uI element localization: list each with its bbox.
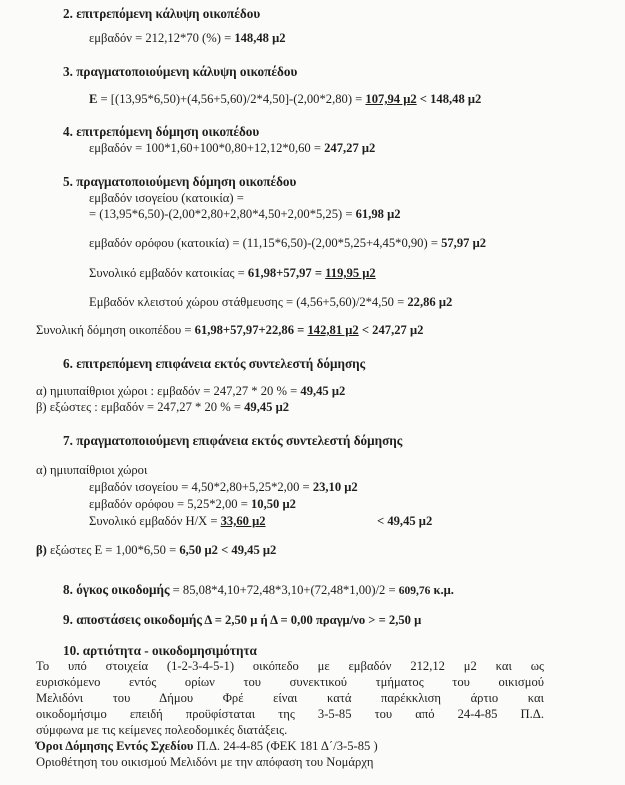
section-7-total-label: Συνολικό εμβαδόν Η/Χ = <box>89 514 221 528</box>
section-7-ground-line <box>89 480 358 496</box>
section-7-floor-formula: εμβαδόν ορόφου = 5,25*2,00 = <box>89 497 251 511</box>
section-8-result: 609,76 <box>398 585 431 597</box>
section-5-total-residence-formula: 61,98+57,97 = <box>247 266 326 280</box>
section-5-ground-line <box>89 207 401 223</box>
section-9-heading: 9. αποστάσεις οικοδομής <box>63 612 202 627</box>
section-8-formula: = 85,08*4,10+72,48*3,10+(72,48*1,00)/2 = <box>169 583 399 597</box>
section-4-formula-line <box>89 141 375 157</box>
section-5-ground-label: εμβαδόν ισογείου (κατοικία) = <box>89 191 244 205</box>
section-5-total-building-result: 142,81 μ2 <box>307 323 359 337</box>
section-5-total-residence-line <box>89 266 376 282</box>
section-10-paragraph-line-5: σύμφωνα με τις κείμενες πολεοδομικές διατάξεις. <box>36 723 288 737</box>
section-6-a-line <box>36 384 345 400</box>
section-10-terms-label: Όροι Δόμησης Εντός Σχεδίου <box>36 739 194 753</box>
section-5-ground-result: 61,98 μ2 <box>355 207 401 221</box>
section-5-total-building-formula: 61,98+57,97+22,86 = <box>194 323 308 337</box>
section-3-comparison: < 148,48 μ2 <box>416 92 482 106</box>
section-10-paragraph-line-2: ευρισκόμενο εντός ορίων του συνεκτικού τμήματος του οικισμού <box>36 675 544 689</box>
section-10-heading: 10. αρτιότητα - οικοδομησιμότητα <box>63 643 257 658</box>
section-7-b-comparison: < 49,45 μ2 <box>217 543 277 557</box>
section-5-parking-line <box>89 295 452 311</box>
section-2-formula-line <box>89 31 286 47</box>
section-2-formula: εμβαδόν = 212,12*70 (%) = <box>89 31 235 45</box>
section-3-result: 107,94 μ2 <box>365 92 417 106</box>
section-3-heading: 3. πραγματοποιούμενη κάλυψη οικοπέδου <box>63 64 298 79</box>
section-6-a-result: 49,45 μ2 <box>300 384 346 398</box>
section-7-total-comparison: < 49,45 μ2 <box>377 514 433 528</box>
section-7-b-text: εξώστες Ε = 1,00*6,50 = <box>46 543 180 557</box>
section-10-paragraph-line-1: Το υπό στοιχεία (1-2-3-4-5-1) οικόπεδο με εμβαδόν 212,12 μ2 και ως <box>36 659 544 673</box>
section-9-line <box>63 612 421 629</box>
section-5-floor-formula: εμβαδόν ορόφου (κατοικία) = (11,15*6,50)-(2,00*5,25+4,45*0,90) = <box>89 236 442 250</box>
section-6-b-result: 49,45 μ2 <box>244 400 290 414</box>
section-7-a-label: α) ημιυπαίθριοι χώροι <box>36 463 148 477</box>
section-6-b-line <box>36 400 289 416</box>
section-7-total-line <box>89 514 266 530</box>
section-5-total-residence-label: Συνολικό εμβαδόν κατοικίας = <box>89 266 248 280</box>
section-7-floor-result: 10,50 μ2 <box>250 497 296 511</box>
section-7-b-label: β) <box>36 543 47 557</box>
section-5-ground-formula: = (13,95*6,50)-(2,00*2,80+2,80*4,50+2,00*5,25) = <box>89 207 356 221</box>
section-2-heading: 2. επιτρεπόμενη κάλυψη οικοπέδου <box>63 6 261 21</box>
section-3-label: E <box>89 92 98 106</box>
section-5-total-building-line <box>36 323 423 339</box>
section-5-floor-result: 57,97 μ2 <box>441 236 486 250</box>
section-5-total-building-label: Συνολική δόμηση οικοπέδου = <box>36 323 195 337</box>
section-5-heading: 5. πραγματοποιούμενη δόμηση οικοπέδου <box>63 174 297 189</box>
section-5-parking-label: Εμβαδόν κλειστού χώρου στάθμευσης = (4,56+5,60)/2*4,50 = <box>89 295 408 309</box>
section-6-b-text: β) εξώστες : εμβαδόν = 247,27 * 20 % = <box>36 400 245 414</box>
section-7-floor-line <box>89 497 296 513</box>
section-5-parking-result: 22,86 μ2 <box>407 295 453 309</box>
section-4-formula: εμβαδόν = 100*1,60+100*0,80+12,12*0,60 = <box>89 141 325 155</box>
section-10-terms-text: Π.Δ. 24-4-85 (ΦΕΚ 181 Δ΄/3-5-85 ) <box>193 739 378 753</box>
section-8-line <box>63 582 454 599</box>
section-10-paragraph-line-6: Οριοθέτηση του οικισμού Μελιδόνι με την απόφαση του Νομάρχη <box>36 755 374 769</box>
section-2-result: 148,48 μ2 <box>234 31 286 45</box>
section-5-total-building-comparison: < 247,27 μ2 <box>358 323 424 337</box>
section-10-paragraph-line-3: Μελιδόνι του Δήμου Φρέ είναι κατά παρέκκλιση άρτιο και <box>36 691 544 705</box>
section-7-total-result: 33,60 μ2 <box>220 514 266 528</box>
section-7-ground-result: 23,10 μ2 <box>312 480 358 494</box>
section-3-formula-line <box>89 92 481 108</box>
section-10-terms-line <box>36 739 378 755</box>
section-7-b-line <box>36 543 276 559</box>
section-6-a-text: α) ημιυπαίθριοι χώροι : εμβαδόν = 247,27 * 20 % = <box>36 384 301 398</box>
section-9-text: Δ = 2,50 μ ή Δ = 0,00 πραγμ/νο > = 2,50 μ <box>201 613 422 627</box>
section-5-floor-line <box>89 236 486 252</box>
section-6-heading: 6. επιτρεπόμενη επιφάνεια εκτός συντελεστή δόμησης <box>63 356 366 371</box>
section-5-total-residence-result: 119,95 μ2 <box>325 266 376 280</box>
section-4-result: 247,27 μ2 <box>324 141 376 155</box>
section-10-paragraph-line-4: οικοδομήσιμο επειδή προϋφίσταται της 3-5-85 του από 24-4-85 Π.Δ. <box>36 707 544 721</box>
section-4-heading: 4. επιτρεπόμενη δόμηση οικοπέδου <box>63 124 260 139</box>
section-3-formula: = [(13,95*6,50)+(4,56+5,60)/2*4,50]-(2,00*2,80) = <box>97 92 366 106</box>
section-8-unit: κ.μ. <box>430 583 454 597</box>
section-7-heading: 7. πραγματοποιούμενη επιφάνεια εκτός συντελεστή δόμησης <box>63 433 403 448</box>
section-8-heading: 8. όγκος οικοδομής <box>63 582 170 597</box>
section-7-ground-formula: εμβαδόν ισογείου = 4,50*2,80+5,25*2,00 = <box>89 480 313 494</box>
section-7-b-result: 6,50 μ2 <box>179 543 218 557</box>
